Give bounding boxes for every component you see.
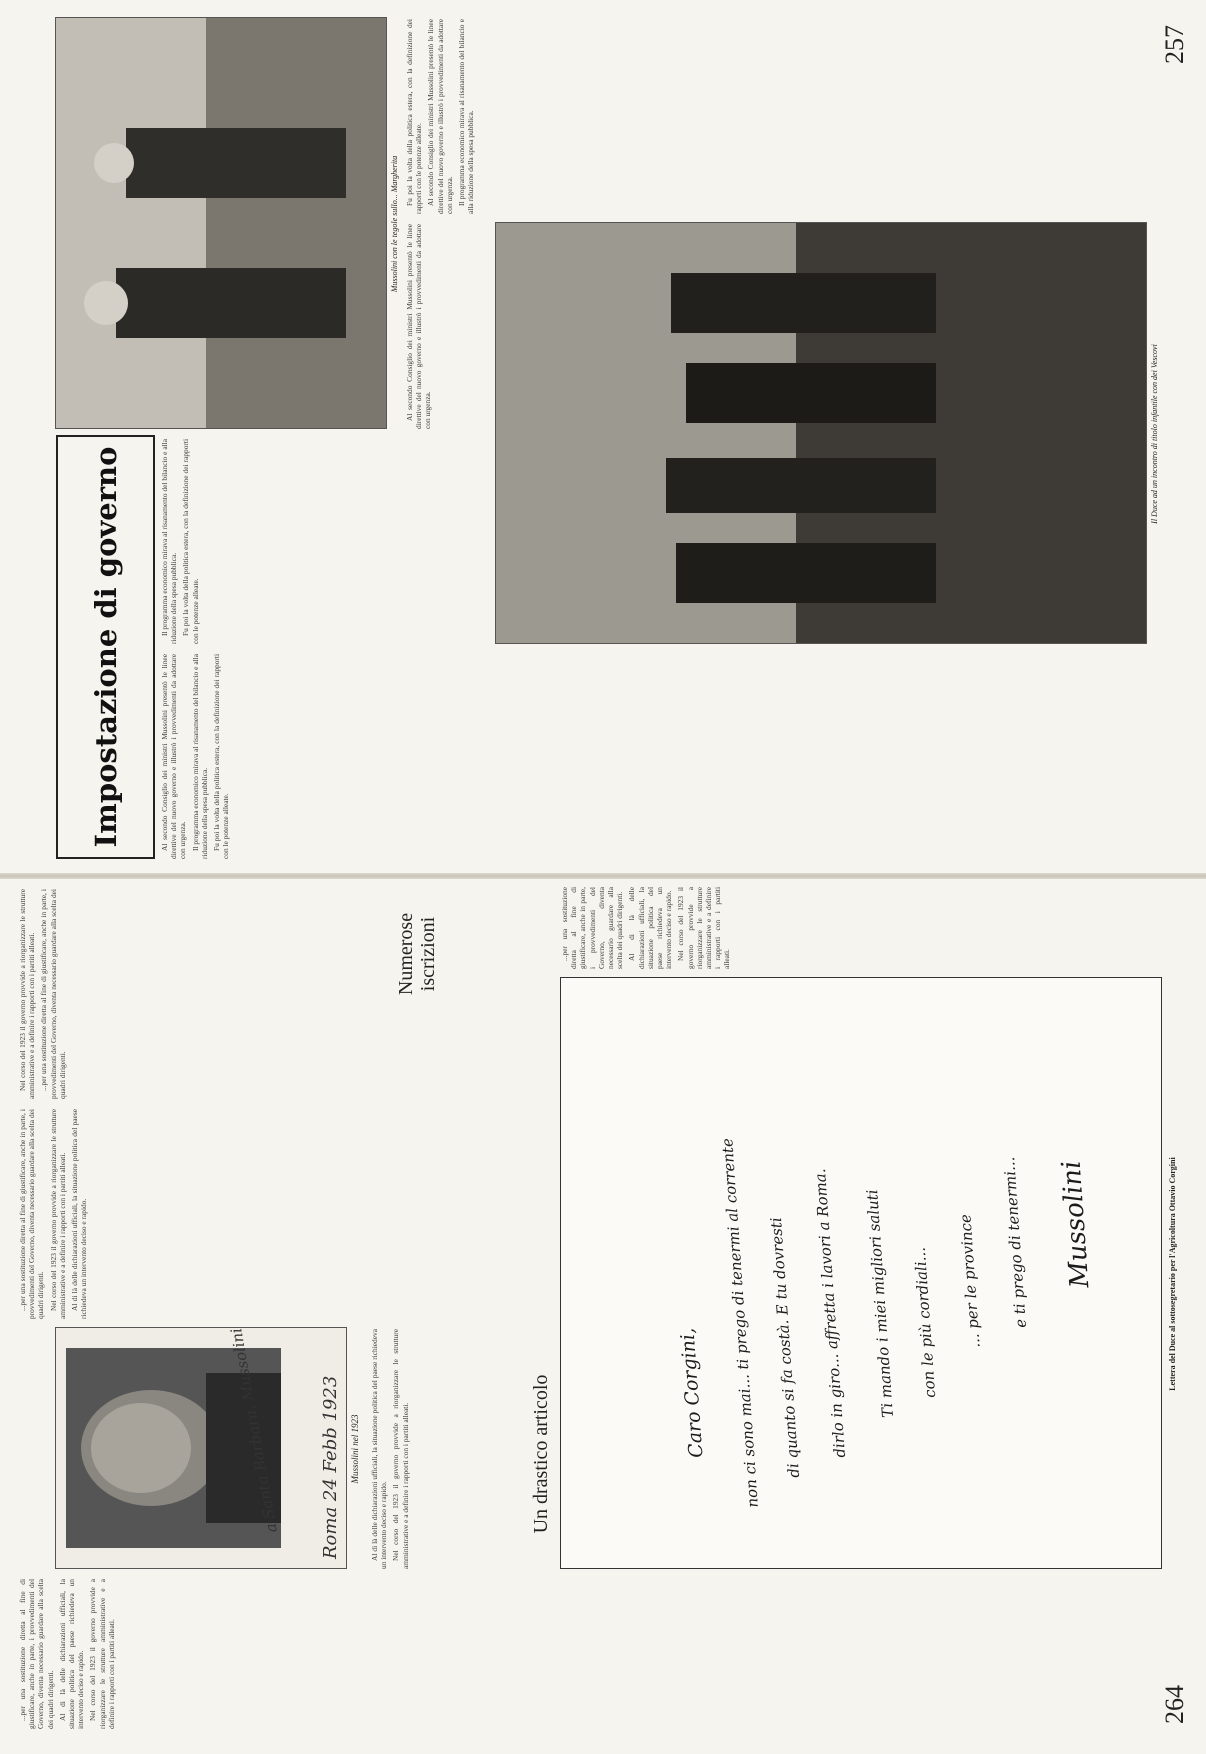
portrait-dedication: a Santa Barbara. Mussolini [227,1326,281,1534]
paragraph: Fu poi la volta della politica estera, con la definizione dei rapporti con le potenze alleate. [212,654,231,859]
paragraph: Al di là delle dichiarazioni ufficiali, la situazione politica del paese richiedeva un intervento deciso e rapido. [370,1329,389,1569]
left-page-number: 264 [1160,1685,1189,1724]
top-photo [55,17,387,429]
portrait-image [56,1328,346,1568]
paragraph: Nel corso del 1923 il governo provvide a riorganizzare le strutture amministrative e a definire i rapporti con i partiti alleati. [391,1329,410,1569]
left-text-column-4 [18,889,358,1099]
left-text-column-5 [560,887,1160,969]
paragraph: Al secondo Consiglio dei ministri Mussolini presentò le linee direttive del nuovo governo e illustrò i provvedimenti da adottare con urgenza. [405,224,433,429]
left-text-column-3 [18,1109,358,1319]
paragraph: Nel corso del 1923 il governo provvide a riorganizzare le strutture amministrative e a definire i rapporti con i partiti alleati. [48,1109,67,1319]
paragraph: ...per una sostituzione diretta al fine di giustificare, anche in parte, i provvedimenti del Governo, diventa necessario guardare alla scelta dei quadri dirigenti. [18,1109,46,1319]
paragraph: Al secondo Consiglio dei ministri Mussolini presentò le linee direttive del nuovo governo e illustrò i provvedimenti da adottare con urgenza. [160,654,188,859]
right-text-column-1 [160,654,1160,859]
paragraph: Fu poi la volta della politica estera, con la definizione dei rapporti con le potenze alleate. [405,19,424,214]
paragraph: ...per una sostituzione diretta al fine di giustificare, anche in parte, i provvedimenti del Governo, diventa necessario guardare alla scelta dei quadri dirigenti. [560,887,625,969]
left-text-column-1 [18,1579,1158,1729]
portrait-inscription: Roma 24 Febb 1923 [320,1375,341,1559]
paragraph: Al secondo Consiglio dei ministri Mussolini presentò le linee direttive del nuovo governo e illustrò i provvedimenti da adottare con urgenza. [426,19,454,214]
paragraph: Al di là delle dichiarazioni ufficiali, la situazione politica del paese richiedeva un intervento deciso e rapido. [627,887,674,969]
paragraph: Nel corso del 1923 il governo provvide a riorganizzare le strutture amministrative e a definire i rapporti con i partiti alleati. [88,1579,116,1729]
portrait-caption: Mussolini nel 1923 [350,1414,360,1484]
right-text-column-2 [160,439,490,644]
letter-line: ... per le province [956,1213,984,1349]
letter-facsimile [560,977,1162,1569]
right-text-column-3 [405,19,1145,214]
paragraph: Al di là delle dichiarazioni ufficiali, la situazione politica del paese richiedeva un intervento deciso e rapido. [70,1109,89,1319]
left-text-column-2 [370,1329,550,1569]
headline-box [56,435,155,859]
subhead-drastico: Un drastico articolo [530,1374,552,1534]
right-text-column-4 [405,224,490,429]
letter-signature: Mussolini [1056,1159,1096,1289]
paragraph: Al di là delle dichiarazioni ufficiali, la situazione politica del paese richiedeva un intervento deciso e rapido. [57,1579,86,1729]
crowd-photo-caption: Il Duce ad un incontro di titolo infantile con dei Vescovi [1150,344,1159,524]
paragraph: Il programma economico mirava al risanamento del bilancio e alla riduzione della spesa pubblica. [457,19,476,214]
top-photo-caption: Mussolini con le tegole sullo... Margherita [390,155,399,293]
page-gutter [0,873,1206,879]
top-photo-image [56,18,386,428]
paragraph: Nel corso del 1923 il governo provvide a riorganizzare le strutture amministrative e a definire i rapporti con i partiti alleati. [18,889,37,1099]
right-page-number: 257 [1160,25,1189,64]
letter-caption: Lettera del Duce al sottosegretario per l'Agricoltura Ottavio Corgini [1168,1157,1177,1391]
headline: Impostazione di governo [88,446,123,848]
letter-line: Caro Corgini, [676,1327,708,1459]
portrait-photo [55,1327,347,1569]
letter-line: dirlo in giro... affretta i lavori a Roma. [810,1168,850,1459]
subhead-iscrizioni: Numerose iscrizioni [395,912,439,996]
paragraph: Fu poi la volta della politica estera, con la definizione dei rapporti con le potenze alleate. [181,439,200,644]
letter-line: non ci sono mai... ti prego di tenermi al corrente [718,1137,762,1509]
paragraph: ...per una sostituzione diretta al fine di giustificare, anche in parte, i provvedimenti del Governo, diventa necessario guardare alla scelta dei quadri dirigenti. [39,889,67,1099]
paragraph: Il programma economico mirava al risanamento del bilancio e alla riduzione della spesa pubblica. [190,654,209,859]
paragraph: Nel corso del 1923 il governo provvide a riorganizzare le strutture amministrative e a definire i rapporti con i partiti alleati. [676,887,732,969]
letter-line: di quanto si fa costà. E tu dovresti [766,1216,804,1479]
letter-line: con le più cordiali... [910,1246,940,1399]
paragraph: Il programma economico mirava al risanamento del bilancio e alla riduzione della spesa pubblica. [160,439,179,644]
letter-line: e ti prego di tenermi... [1000,1156,1030,1329]
paragraph: ...per una sostituzione diretta al fine di giustificare, anche in parte, i provvedimenti del Governo, diventa necessario guardare alla scelta dei quadri dirigenti. [18,1579,55,1729]
letter-line: Ti mando i miei migliori saluti [863,1188,897,1419]
crowd-image [496,223,1146,643]
crowd-photo [495,222,1147,644]
